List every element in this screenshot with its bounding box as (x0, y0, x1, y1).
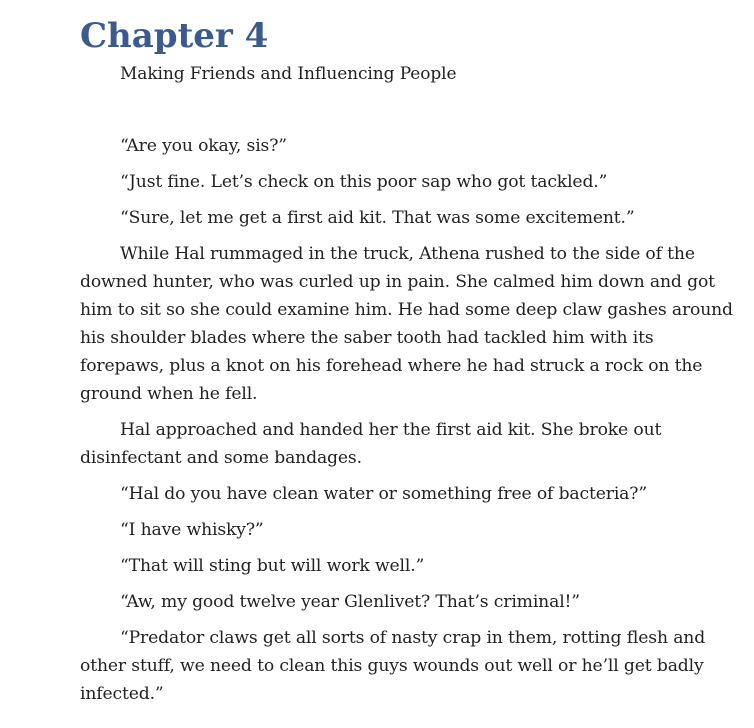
chapter-title: Chapter 4 (80, 16, 269, 56)
document-page (80, 14, 740, 716)
paragraph: “That will sting but will work well.” (120, 556, 425, 576)
paragraph: “Aw, my good twelve year Glenlivet? That’s criminal!” (120, 592, 580, 612)
paragraph: “Sure, let me get a first aid kit. That was some excitement.” (120, 208, 635, 228)
paragraph: Hal approached and handed her the first aid kit. She broke out disinfectant and some bandages. (80, 420, 662, 468)
paragraph: “Are you okay, sis?” (120, 136, 287, 156)
chapter-body (80, 132, 740, 708)
paragraph: “Hal do you have clean water or something free of bacteria?” (120, 484, 647, 504)
paragraph: “Just fine. Let’s check on this poor sap who got tackled.” (120, 172, 608, 192)
chapter-subtitle: Making Friends and Influencing People (120, 64, 457, 84)
paragraph: “Predator claws get all sorts of nasty crap in them, rotting flesh and other stuff, we need to clean this guys wounds out well or he’ll get badly infected.” (80, 628, 706, 704)
paragraph: “I have whisky?” (120, 520, 264, 540)
paragraph: While Hal rummaged in the truck, Athena rushed to the side of the downed hunter, who was curled up in pain. She calmed him down and got him to sit so she could examine him. He had some deep claw gashes around his shoulder blades where the saber tooth had tackled him with its forepaws, plus a knot on his forehead where he had struck a rock on the ground when he fell. (80, 244, 733, 404)
